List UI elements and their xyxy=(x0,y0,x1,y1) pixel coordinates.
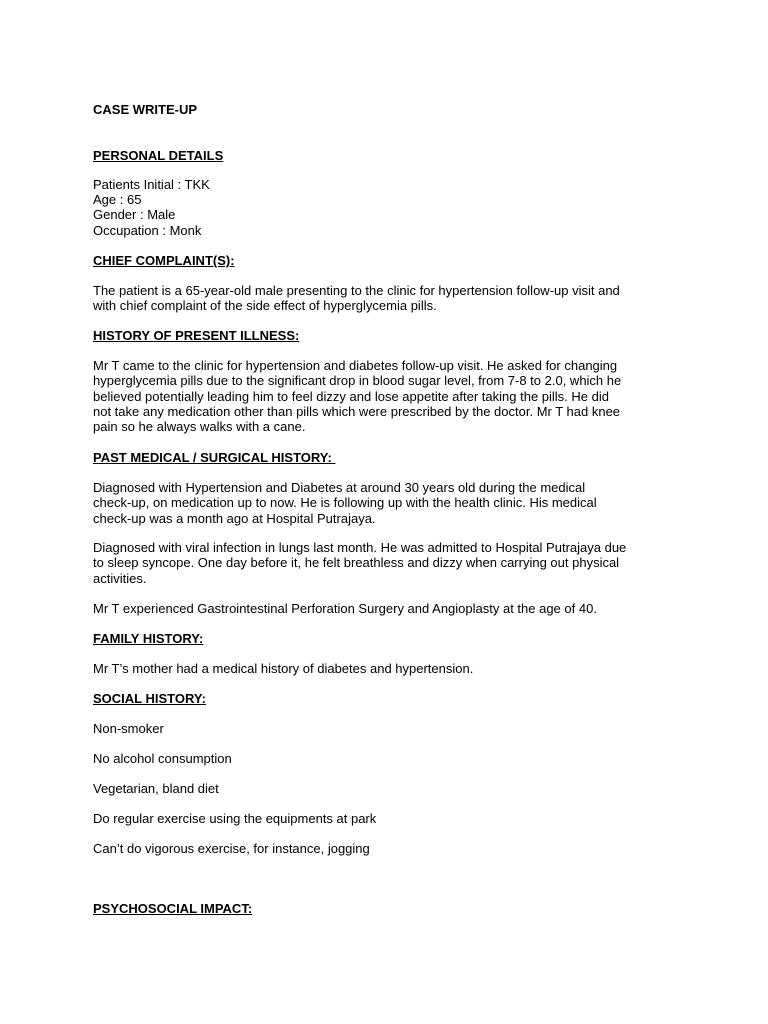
present-illness-text: Mr T came to the clinic for hypertension and diabetes follow-up visit. He asked for changing hyperglycemia pills due to the significant drop in blood sugar level, from 7-8 to 2.0, which he believed potentially leading him to feel dizzy and lose appetite after taking the pills. He did not take any medication other than pills which were prescribed by the doctor. Mr T had knee pain so he always walks with a cane. xyxy=(93,358,622,435)
social-history-item: Non-smoker xyxy=(93,721,164,736)
family-history-text: Mr T’s mother had a medical history of diabetes and hypertension. xyxy=(93,661,474,676)
past-history-paragraph-3: Mr T experienced Gastrointestinal Perforation Surgery and Angioplasty at the age of 40. xyxy=(93,601,597,616)
personal-gender: Gender : Male xyxy=(93,207,176,222)
personal-initial: Patients Initial : TKK xyxy=(93,177,210,192)
present-illness-heading: HISTORY OF PRESENT ILLNESS: xyxy=(93,328,300,343)
past-history-paragraph-1: Diagnosed with Hypertension and Diabetes at around 30 years old during the medical check-up, on medication up to now. He is following up with the health clinic. His medical check-up was a month ago at Hospital Putrajaya. xyxy=(93,480,597,526)
personal-occupation: Occupation : Monk xyxy=(93,223,202,238)
past-history-heading: PAST MEDICAL / SURGICAL HISTORY: xyxy=(93,450,336,465)
social-history-item: No alcohol consumption xyxy=(93,751,232,766)
past-history-paragraph-2: Diagnosed with viral infection in lungs last month. He was admitted to Hospital Putrajaya due to sleep syncope. One day before it, he felt breathless and dizzy when carrying out physical activities. xyxy=(93,540,627,586)
personal-details-heading: PERSONAL DETAILS xyxy=(93,148,224,163)
document-title: CASE WRITE-UP xyxy=(93,102,197,117)
personal-age: Age : 65 xyxy=(93,192,142,207)
psychosocial-heading: PSYCHOSOCIAL IMPACT: xyxy=(93,901,253,916)
family-history-heading: FAMILY HISTORY: xyxy=(93,631,204,646)
social-history-item: Vegetarian, bland diet xyxy=(93,781,219,796)
social-history-item: Do regular exercise using the equipments at park xyxy=(93,811,377,826)
chief-complaint-text: The patient is a 65-year-old male presenting to the clinic for hypertension follow-up visit and with chief complaint of the side effect of hyperglycemia pills. xyxy=(93,283,620,314)
social-history-item: Can’t do vigorous exercise, for instance, jogging xyxy=(93,841,370,856)
social-history-heading: SOCIAL HISTORY: xyxy=(93,691,206,706)
chief-complaint-heading: CHIEF COMPLAINT(S): xyxy=(93,253,235,268)
